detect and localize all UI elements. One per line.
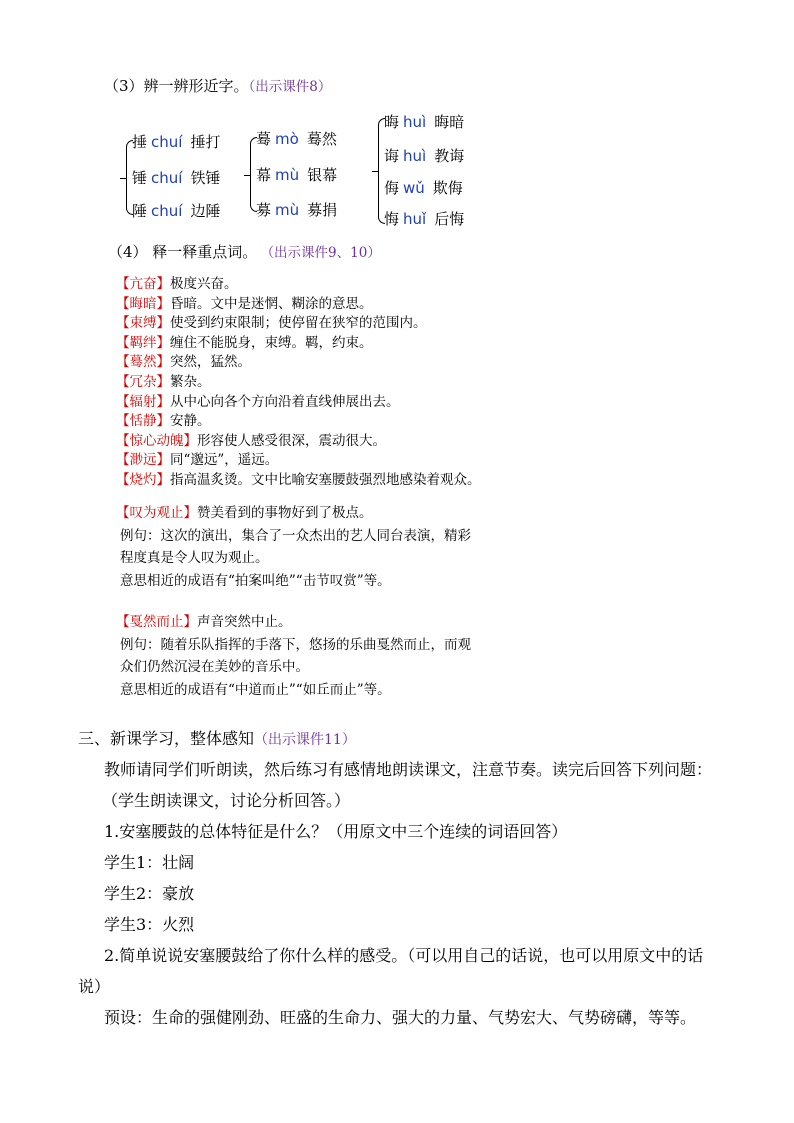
- question-2: 2.简单说说安塞腰鼓给了你什么样的感受。（可以用自己的话说，也可以用原文中的话: [104, 946, 704, 965]
- definition-item: 【亢奋】极度兴奋。: [116, 276, 238, 292]
- char-row: 诲 huì 教诲: [384, 147, 465, 165]
- body-text: [78, 754, 713, 1033]
- definition-item: 【晦暗】昏暗。文中是迷惘、糊涂的意思。: [116, 295, 373, 312]
- definition-list: [116, 275, 481, 491]
- paragraph: （学生朗读课文，讨论分析回答。）: [102, 791, 351, 810]
- idiom-example: 例句：随着乐队指挥的手落下，悠扬的乐曲戛然而止，而观 众们仍然沉浸在美妙的音乐中。 意思相近的成语有“中道而止”“如丘而止”等。: [120, 636, 471, 698]
- answer: 学生2：豪放: [104, 884, 195, 903]
- char-row: 募 mù 募捐: [256, 201, 338, 219]
- definition-item: 【束缚】使受到约束限制；使停留在狭窄的范围内。: [116, 315, 427, 332]
- char-row: 晦 huì 晦暗: [384, 113, 465, 131]
- heading-3-text: （3）辨一辨形近字。: [104, 77, 249, 95]
- heading-3-note: （出示课件8）: [248, 79, 332, 95]
- preset-answer: 预设：生命的强健刚劲、旺盛的生命力、强大的力量、气势宏大、气势磅礴，等等。: [104, 1008, 697, 1027]
- answer: 学生3：火烈: [104, 915, 195, 934]
- question-1: 1.安塞腰鼓的总体特征是什么？（用原文中三个连续的词语回答）: [104, 822, 568, 841]
- definition-item: 【蓦然】突然，猛然。: [116, 354, 251, 371]
- definition-item: 【羁绊】缠住不能脱身，束缚。羁，约束。: [116, 334, 373, 351]
- heading-4-text: （4） 释一释重点词。: [108, 243, 258, 261]
- brace-group-3: [378, 118, 385, 224]
- char-row: 蓦 mò 蓦然: [256, 130, 337, 148]
- char-row: 捶 chuí 捶打: [132, 133, 221, 151]
- definition-item: 【惊心动魄】形容使人感受很深，震动很大。: [116, 432, 386, 449]
- heading-4: [108, 242, 381, 263]
- heading-3: [104, 76, 331, 97]
- definition-item: 【烧灼】指高温炙烫。文中比喻安塞腰鼓强烈地感染着观众。: [116, 471, 481, 488]
- char-row: 锤 chuí 铁锤: [132, 169, 221, 187]
- idiom-block-1: [116, 502, 471, 592]
- definition-item: 【冗杂】繁杂。: [116, 373, 211, 390]
- heading-4-note: （出示课件9、10）: [267, 245, 381, 261]
- char-row: 侮 wǔ 欺侮: [384, 179, 463, 197]
- definition-item: 【恬静】安静。: [116, 413, 211, 430]
- section-3-heading: [78, 728, 356, 751]
- question-2-cont: 说）: [78, 977, 111, 996]
- char-row: 幕 mù 银幕: [256, 166, 338, 184]
- answer: 学生1：壮阔: [104, 853, 195, 872]
- paragraph: 教师请同学们听朗读，然后练习有感情地朗读课文，注意节奏。读完后回答下列问题：: [104, 760, 713, 779]
- idiom-block-2: [116, 611, 471, 701]
- idiom-title: 【叹为观止】赞美看到的事物好到了极点。: [116, 505, 373, 521]
- section-3-title: 三、新课学习，整体感知: [78, 729, 255, 748]
- section-3-note: （出示课件11）: [254, 732, 356, 748]
- char-row: 陲 chuí 边陲: [132, 202, 221, 220]
- definition-item: 【渺远】同“邈远”，遥远。: [116, 452, 279, 469]
- idiom-title: 【戛然而止】声音突然中止。: [116, 614, 292, 630]
- char-row: 悔 huǐ 后悔: [384, 210, 465, 228]
- idiom-example: 例句：这次的演出，集合了一众杰出的艺人同台表演，精彩 程度真是令人叹为观止。 意思相近的成语有“拍案叫绝”“击节叹赏”等。: [120, 527, 471, 589]
- definition-item: 【辐射】从中心向各个方向沿着直线伸展出去。: [116, 393, 400, 410]
